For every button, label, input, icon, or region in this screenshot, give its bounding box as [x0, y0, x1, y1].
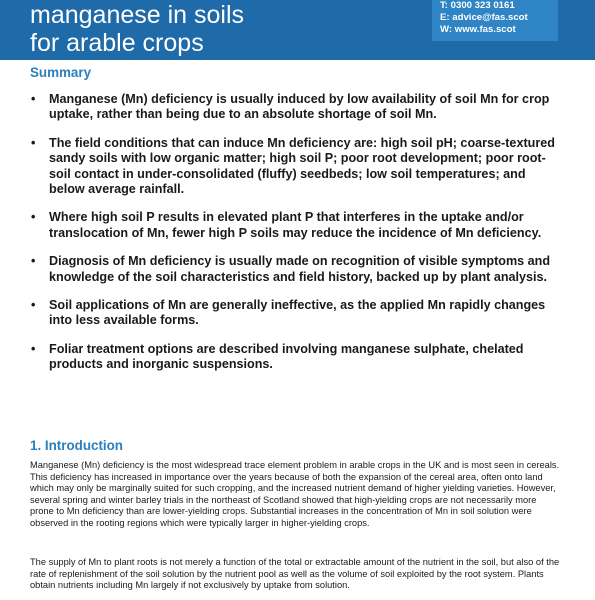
summary-bullet-text: Soil applications of Mn are generally ineffective, as the applied Mn rapidly changes into less available forms.	[49, 298, 546, 328]
document-title-line-1: manganese in soils	[30, 0, 245, 29]
contact-telephone: T: 0300 323 0161	[440, 0, 515, 11]
bullet-mark: •	[31, 92, 36, 106]
introduction-paragraph-1: Manganese (Mn) deficiency is the most widespread trace element problem in arable crops in the UK and is most seen in cereals. This deficiency has increased in importance over the years because of both the expansion of the cereal area, often onto land which may only be marginally suited for such cropping, and the increased nutrient demand of higher yielding varieties. However, several spring and winter barley trials in the northeast of Scotland showed that high-yielding crops are not necessarily more prone to Mn deficiency than are lower-yielding crops. Substantial increases in the concentration of Mn in soil solution were observed in the rooting regions which were typically larger in higher-yielding crops.	[30, 460, 560, 528]
contact-website: W: www.fas.scot	[440, 24, 516, 35]
summary-bullet	[30, 298, 560, 329]
summary-bullet	[30, 254, 560, 285]
summary-bullet-text: Diagnosis of Mn deficiency is usually made on recognition of visible symptoms and knowledge of the soil characteristics and field history, backed up by plant analysis.	[49, 254, 551, 284]
document-title-line-2: for arable crops	[30, 28, 204, 57]
title-banner	[0, 0, 595, 60]
summary-bullet-text: Foliar treatment options are described involving manganese sulphate, chelated products and inorganic suspensions.	[49, 341, 524, 372]
summary-bullet	[30, 92, 560, 123]
bullet-mark: •	[31, 341, 36, 356]
bullet-mark: •	[31, 298, 36, 313]
bullet-mark: •	[31, 135, 36, 150]
document-title	[30, 1, 244, 57]
summary-bullet	[30, 136, 560, 198]
summary-bullet-text: Where high soil P results in elevated plant P that interferes in the uptake and/or translocation of Mn, fewer high P soils may reduce the incidence of Mn deficiency.	[49, 210, 542, 240]
summary-heading: Summary	[30, 65, 92, 80]
bullet-mark: •	[31, 210, 36, 225]
contact-email: E: advice@fas.scot	[440, 12, 528, 23]
introduction-paragraph-2: The supply of Mn to plant roots is not merely a function of the total or extractable amount of the nutrient in the soil, but also of the rate of replenishment of the soil solution by the nutrient pool as well as the volume of soil exploited by the root system. Plants obtain nutrients including Mn largely if not exclusively by uptake from solution.	[30, 557, 560, 591]
summary-bullet-text: The field conditions that can induce Mn deficiency are: high soil pH; coarse-textured sandy soils with low organic matter; high soil P; poor root development; poor root-soil contact in under-consolidated (fluffy) seedbeds; low soil temperatures; and below average rainfall.	[49, 135, 555, 197]
contact-box	[432, 0, 558, 41]
bullet-mark: •	[31, 254, 36, 269]
summary-bullet	[30, 210, 560, 241]
introduction-heading: 1. Introduction	[30, 438, 123, 453]
summary-bullet	[30, 342, 560, 373]
summary-bullet-list	[30, 92, 560, 386]
summary-bullet-text: Manganese (Mn) deficiency is usually induced by low availability of soil Mn for crop uptake, rather than being due to an absolute shortage of soil Mn.	[49, 92, 550, 122]
